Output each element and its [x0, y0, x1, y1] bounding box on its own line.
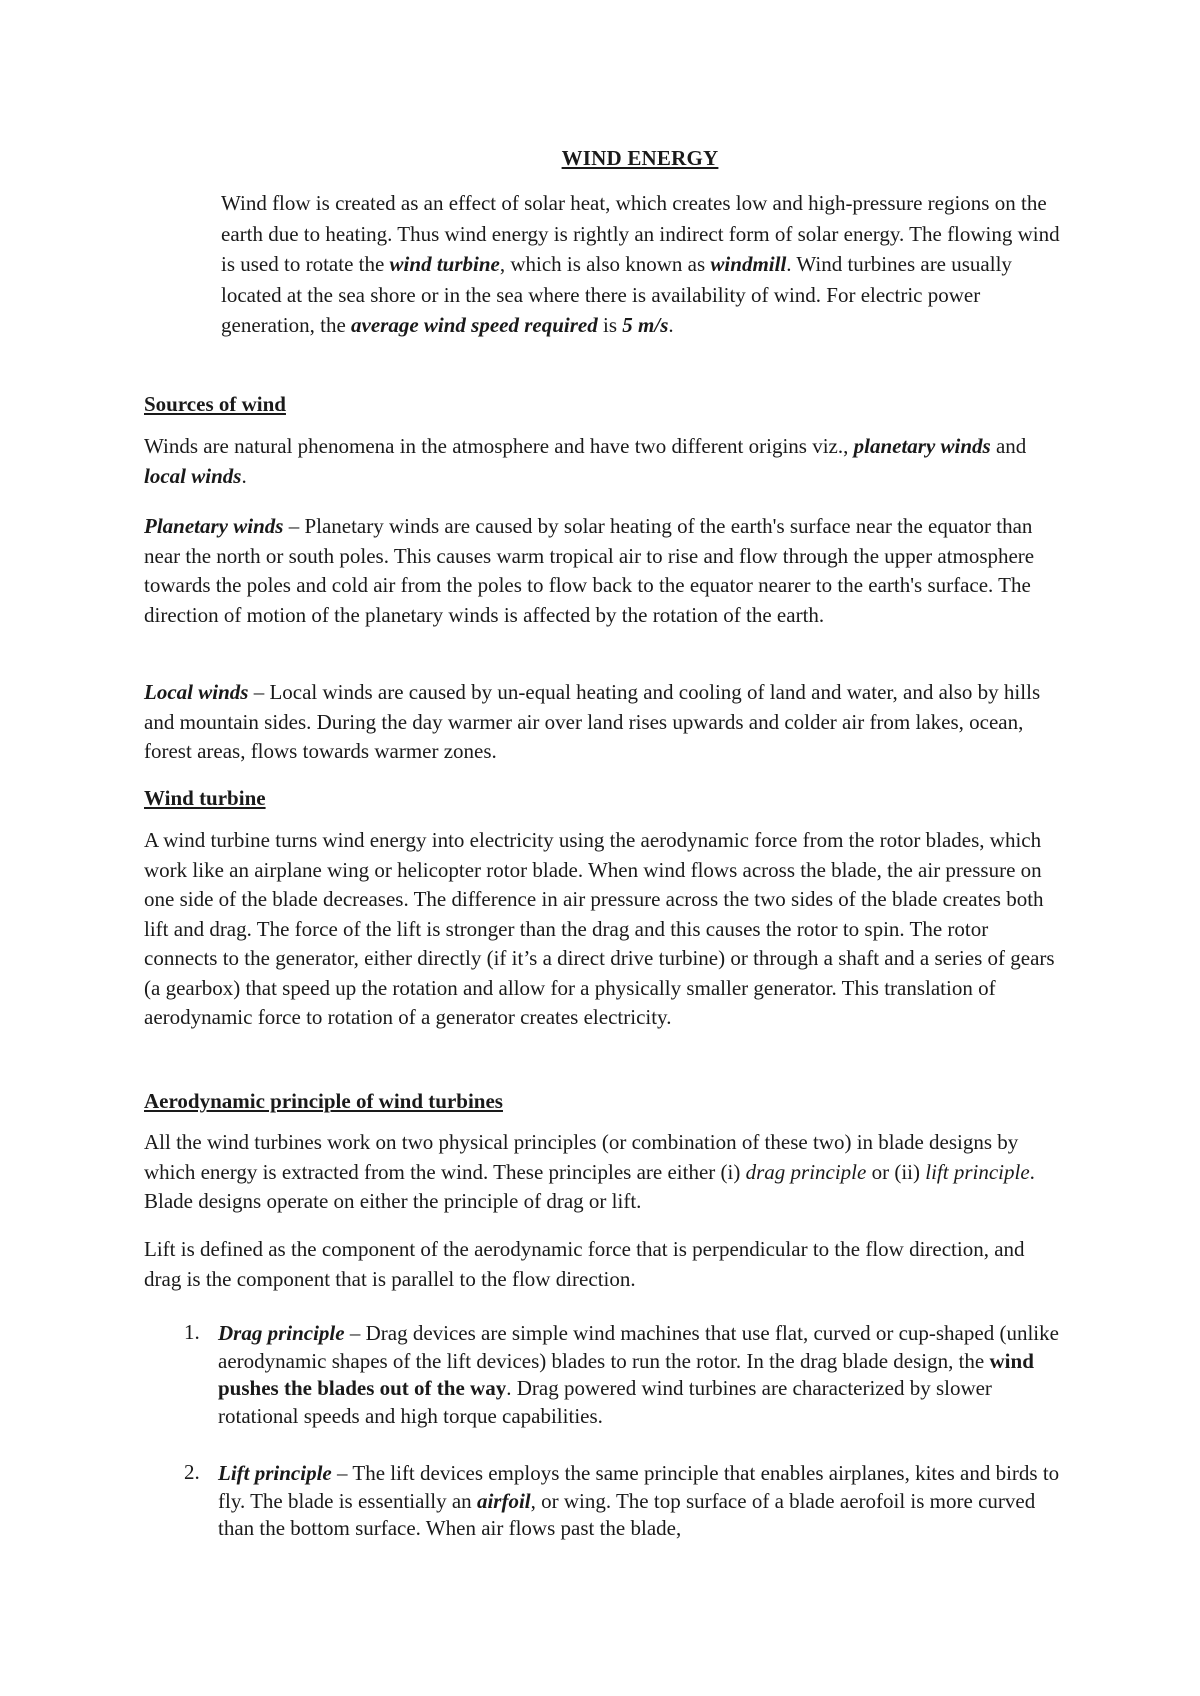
list-number: 1.	[184, 1320, 200, 1344]
list-item-label: Lift principle	[218, 1461, 332, 1485]
intro-paragraph	[221, 188, 1061, 341]
intro-text-1: Wind flow is created as an effect of solar heat, which creates low and high-pressure regions on the earth due to heating. Thus wind energy is rightly an indirect form of solar energy. The flowing wind is used to rotate the	[221, 191, 1060, 277]
wind-turbine-paragraph: A wind turbine turns wind energy into electricity using the aerodynamic force from the rotor blades, which work like an airplane wing or helicopter rotor blade. When wind flows across the blade, the air pressure on one side of the blade decreases. The difference in air pressure across the two sides of the blade creates both lift and drag. The force of the lift is stronger than the drag and this causes the rotor to spin. The rotor connects to the generator, either directly (if it’s a direct drive turbine) or through a shaft and a series of gears (a gearbox) that speed up the rotation and allow for a physically smaller generator. This translation of aerodynamic force to rotation of a generator creates electricity.	[144, 828, 1055, 1029]
list-number: 2.	[184, 1460, 200, 1484]
planetary-winds-text: – Planetary winds are caused by solar heating of the earth's surface near the equator than near the north or south poles. This causes warm tropical air to rise and flow through the upper atmosphere towards the poles and cold air from the poles to flow back to the equator nearer to the earth's surface. The direction of motion of the planetary winds is affected by the rotation of the earth.	[144, 514, 1035, 627]
intro-term-wind-turbine: wind turbine	[389, 252, 500, 277]
list-item-text-2: . Drag powered wind turbines are characterized by slower rotational speeds and high torque capabilities.	[218, 1376, 992, 1428]
intro-term-windmill: windmill	[710, 252, 787, 277]
page-title: WIND ENERGY	[561, 146, 719, 170]
intro-term-average-wind-speed: average wind speed required	[351, 313, 598, 338]
heading-wind-turbine: Wind turbine	[144, 786, 266, 810]
list-item-emphasis: airfoil	[476, 1488, 531, 1513]
sources-paragraph	[144, 432, 1064, 491]
intro-text-5: .	[668, 313, 674, 338]
sources-text-3: .	[241, 463, 247, 488]
aero-paragraph-1	[144, 1128, 1064, 1217]
local-winds-text: – Local winds are caused by un-equal heating and cooling of land and water, and also by hills and mountain sides. During the day warmer air over land rises upwards and colder air from lakes, ocean, forest areas, flows towards warmer zones.	[144, 680, 1041, 763]
term-planetary-winds: planetary winds	[853, 434, 991, 458]
list-item-text	[218, 1460, 1068, 1543]
list-item-label: Drag principle	[218, 1321, 345, 1345]
heading-aerodynamic-principle: Aerodynamic principle of wind turbines	[144, 1089, 503, 1113]
local-winds-label: Local winds	[144, 680, 249, 704]
aero-text-3: . Blade designs operate on either the principle of drag or lift.	[144, 1159, 1035, 1213]
list-item-emphasis: wind pushes the blades out of the way	[218, 1348, 1034, 1400]
planetary-winds-paragraph	[144, 512, 1064, 630]
local-winds-paragraph	[144, 678, 1064, 767]
list-item-text-1: – The lift devices employs the same principle that enables airplanes, kites and birds to fly. The blade is essentially an	[218, 1461, 1060, 1513]
intro-text-4: is	[597, 313, 623, 338]
sources-text-2: and	[990, 434, 1027, 458]
intro-term-speed-value: 5 m/s	[622, 313, 669, 338]
intro-text-2: , which is also known as	[499, 252, 711, 277]
list-item-text	[218, 1320, 1068, 1430]
list-item-text-1: – Drag devices are simple wind machines that use flat, curved or cup-shaped (unlike aerodynamic shapes of the lift devices) blades to run the rotor. In the drag blade design, the	[218, 1321, 1059, 1373]
aero-paragraph-2: Lift is defined as the component of the aerodynamic force that is perpendicular to the flow direction, and drag is the component that is parallel to the flow direction.	[144, 1237, 1025, 1291]
aero-text-1: All the wind turbines work on two physical principles (or combination of these two) in blade designs by which energy is extracted from the wind. These principles are either (i)	[144, 1130, 1019, 1184]
list-item-text-2: , or wing. The top surface of a blade aerofoil is more curved than the bottom surface. When air flows past the blade,	[218, 1488, 1036, 1540]
aero-text-2: or (ii)	[866, 1159, 926, 1184]
term-drag-principle: drag principle	[745, 1159, 867, 1184]
term-local-winds: local winds	[144, 463, 242, 488]
planetary-winds-label: Planetary winds	[144, 514, 284, 538]
term-lift-principle: lift principle	[925, 1159, 1030, 1184]
intro-text-3: . Wind turbines are usually located at the sea shore or in the sea where there is availability of wind. For electric power generation, the	[221, 252, 1012, 338]
sources-text-1: Winds are natural phenomena in the atmosphere and have two different origins viz.,	[144, 434, 854, 458]
heading-sources-of-wind: Sources of wind	[144, 392, 286, 416]
